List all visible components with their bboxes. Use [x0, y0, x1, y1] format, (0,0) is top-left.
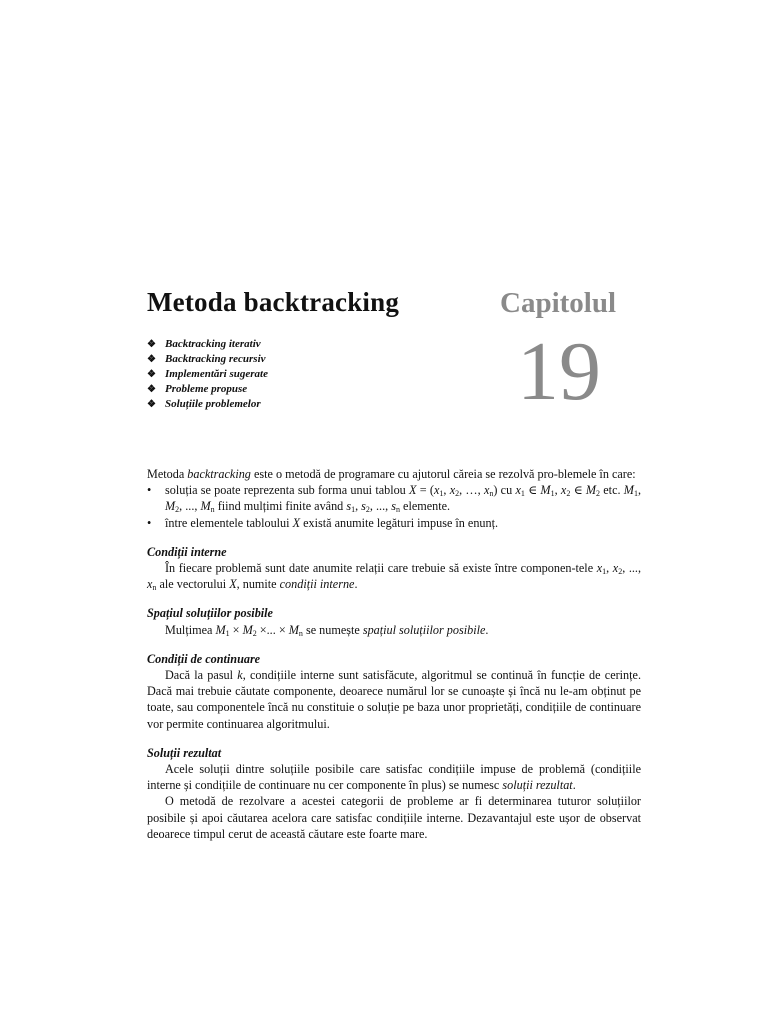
chapter-label: Capitolul	[500, 287, 617, 319]
paragraph: Mulțimea $M_1 \times M_2$ ×... × $M_n$ se numește spațiul soluțiilor posibile.	[165, 622, 489, 638]
toc-item-label: Backtracking recursiv	[165, 353, 266, 365]
diamond-bullet-icon: ❖	[147, 339, 156, 350]
bullet-text: între elementele tabloului X există anumite legături impuse în enunț.	[165, 515, 499, 530]
chapter-contents	[147, 337, 268, 412]
toc-item	[147, 337, 268, 352]
paragraph: O metodă de rezolvare a acestei categorii de probleme ar fi determinarea tuturor soluțiilor posibile și apoi căutarea acelora care satisfac condițiile interne. Dezavantajul este ușor de observat deoarece timpul cerut de această căutare este foarte mare.	[147, 794, 641, 841]
section-heading: Condiții de continuare	[147, 651, 261, 666]
paragraph: Dacă la pasul k, condițiile interne sunt satisfăcute, algoritmul se continuă în funcție de cerințe. Dacă mai trebuie căutate componente, deoarece numărul lor se cunoaște și încă nu le-am obținut pe toate, sau componentele încă nu constituie o soluție pe baza unor proprietăți, condițiile de continuare vor permite continuarea algoritmului.	[147, 668, 641, 731]
bullet-item	[147, 482, 641, 514]
toc-item-label: Soluțiile problemelor	[165, 398, 261, 410]
paragraph: Acele soluții dintre soluțiile posibile care satisfac condițiile impuse de problemă (condițiile interne și condițiile de continuare nu cer componente în plus) se numesc soluții rezultat.	[147, 762, 641, 793]
bullet-dot-icon: •	[147, 483, 152, 498]
bullet-dot-icon: •	[147, 515, 152, 530]
toc-item	[147, 382, 268, 397]
section-heading: Condiții interne	[147, 544, 227, 559]
bullet-text: soluția se poate reprezenta sub forma unui tablou $X = (x_1$, $x_2$, …, $x_n$) cu $x_1$ ∈ $M_1$, $x_2$ ∈ $M_2$ etc. $M_1$, $M_2$, ..., $M_n$ fiind mulțimi finite având $s_1$, $s_2$, ..., $s_n$ elemente.	[165, 483, 641, 515]
paragraph: În fiecare problemă sunt date anumite relații care trebuie să existe între componen-tele $x_1$, $x_2$, ..., $x_n$ ale vectorului X, numite condiții interne.	[147, 561, 642, 593]
chapter-title: Metoda backtracking	[147, 287, 400, 317]
diamond-bullet-icon: ❖	[147, 384, 156, 395]
toc-item	[147, 367, 268, 382]
toc-item-label: Implementări sugerate	[165, 368, 268, 380]
chapter-number: 19	[517, 325, 601, 418]
toc-item-label: Backtracking iterativ	[165, 338, 261, 350]
diamond-bullet-icon: ❖	[147, 399, 156, 410]
body-text	[147, 466, 641, 842]
diamond-bullet-icon: ❖	[147, 369, 156, 380]
section-heading: Spațiul soluțiilor posibile	[147, 606, 273, 621]
toc-item-label: Probleme propuse	[165, 383, 248, 395]
intro-paragraph: Metoda backtracking este o metodă de programare cu ajutorul căreia se rezolvă pro-blemele în care:	[147, 467, 636, 481]
section-heading: Soluții rezultat	[147, 745, 222, 760]
diamond-bullet-icon: ❖	[147, 354, 156, 365]
toc-item	[147, 352, 268, 367]
bullet-item	[147, 515, 641, 531]
toc-item	[147, 397, 268, 412]
